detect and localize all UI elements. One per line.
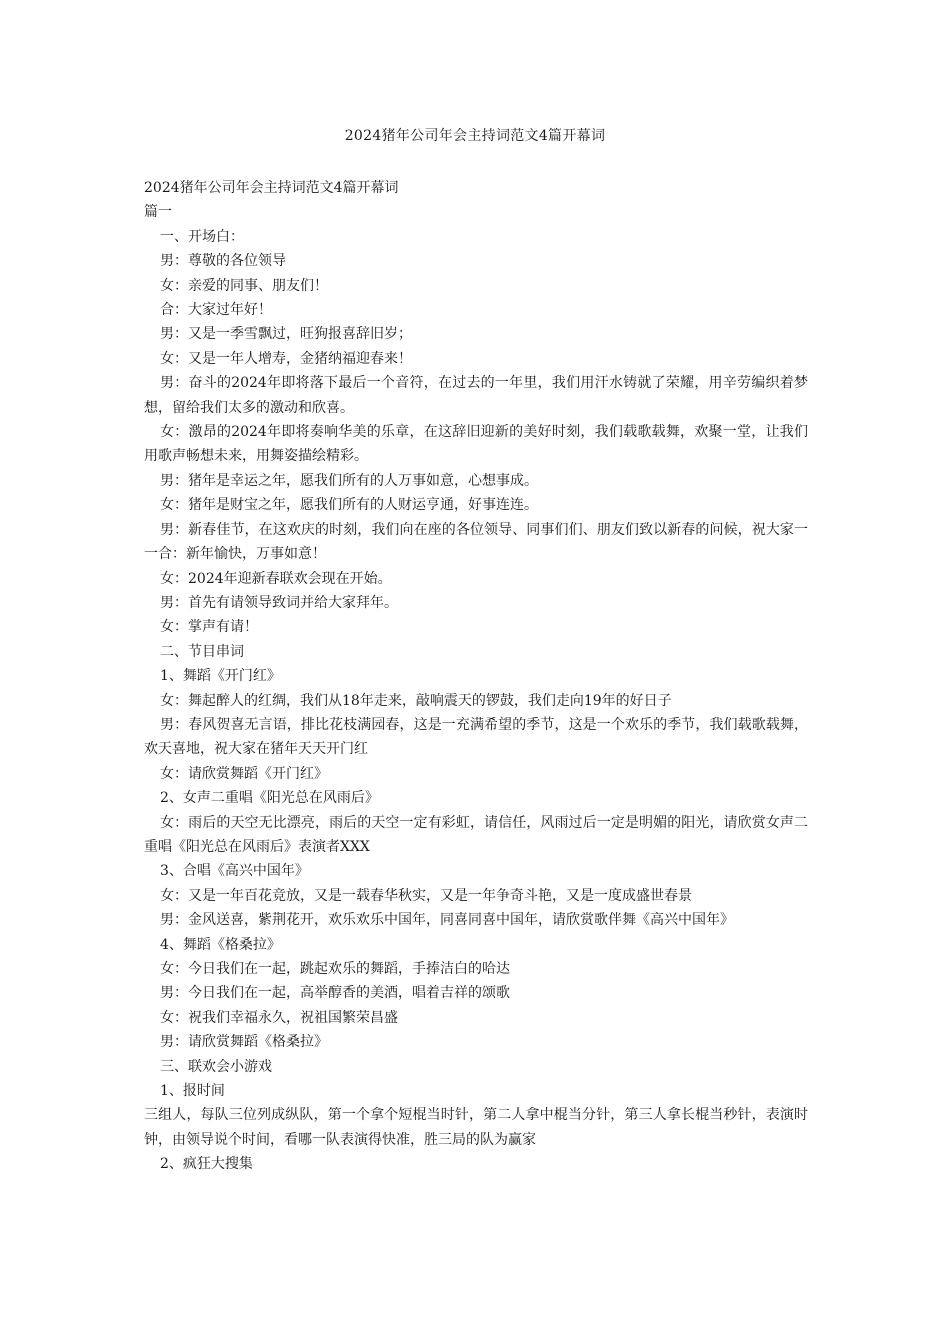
paragraph-line: 女：掌声有请！: [160, 619, 258, 636]
paragraph-line: 3、合唱《高兴中国年》: [160, 863, 309, 880]
paragraph-line: 4、舞蹈《格桑拉》: [160, 936, 281, 953]
paragraph-line: 女：又是一年人增寿，金猪纳福迎春来！: [160, 350, 412, 367]
document-body: [144, 176, 808, 1177]
paragraph-line: 女：雨后的天空无比漂亮，雨后的天空一定有彩虹，请信任，风雨过后一定是明媚的阳光，请欣赏女声二重唱《阳光总在风雨后》表演者XXX: [144, 814, 808, 855]
paragraph-line: 男：奋斗的2024年即将落下最后一个音符，在过去的一年里，我们用汗水铸就了荣耀，用辛劳编织着梦想，留给我们太多的激动和欣喜。: [144, 375, 808, 416]
paragraph-line: 女：舞起醉人的红绸，我们从18年走来，敲响震天的锣鼓，我们走向19年的好日子: [160, 692, 672, 709]
paragraph-line: 女：今日我们在一起，跳起欢乐的舞蹈，手捧洁白的哈达: [160, 961, 510, 977]
paragraph-line: 男：春风贺喜无言语，排比花枝满园春，这是一充满希望的季节，这是一个欢乐的季节，我们载歌载舞，欢天喜地，祝大家在猪年天天开门红: [144, 716, 808, 758]
paragraph-line: 合：大家过年好！: [160, 302, 272, 319]
paragraph-line: 1、舞蹈《开门红》: [160, 668, 281, 685]
paragraph-line: 2、疯狂大搜集: [160, 1156, 253, 1173]
paragraph-line: 男：今日我们在一起，高举醇香的美酒，唱着吉祥的颂歌: [160, 985, 510, 1002]
paragraph-line: 男：尊敬的各位领导: [160, 253, 286, 270]
paragraph-line: 女：祝我们幸福永久，祝祖国繁荣昌盛: [160, 1009, 398, 1026]
paragraph-line: 男：又是一季雪飘过，旺狗报喜辞旧岁；: [160, 326, 412, 343]
paragraph-line: 男：请欣赏舞蹈《格桑拉》: [160, 1034, 328, 1051]
paragraph-line: 女：请欣赏舞蹈《开门红》: [160, 765, 328, 782]
paragraph-line: 2024猪年公司年会主持词范文4篇开幕词: [144, 180, 399, 196]
paragraph-line: 女：猪年是财宝之年，愿我们所有的人财运亨通，好事连连。: [160, 497, 538, 514]
paragraph-line: 三、联欢会小游戏: [160, 1058, 272, 1075]
paragraph-line: 1、报时间: [160, 1083, 225, 1100]
paragraph-line: 女：激昂的2024年即将奏响华美的乐章，在这辞旧迎新的美好时刻，我们载歌载舞，欢聚一堂，让我们用歌声畅想未来，用舞姿描绘精彩。: [144, 424, 808, 465]
paragraph-line: 一、开场白：: [160, 228, 244, 245]
paragraph-line: 女：亲爱的同事、朋友们！: [160, 277, 328, 294]
paragraph-line: 女：又是一年百花竞放，又是一载春华秋实，又是一年争奇斗艳，又是一度成盛世春景: [160, 887, 692, 904]
paragraph-line: 篇一: [144, 204, 172, 221]
paragraph-line: 二、节目串词: [160, 643, 244, 660]
paragraph-line: 男：首先有请领导致词并给大家拜年。: [160, 594, 398, 611]
paragraph-line: 男：金风送喜，紫荆花开，欢乐欢乐中国年，同喜同喜中国年，请欣赏歌伴舞《高兴中国年》: [160, 912, 734, 929]
page-title: 2024猪年公司年会主持词范文4篇开幕词: [344, 128, 606, 144]
paragraph-line: 2、女声二重唱《阳光总在风雨后》: [160, 790, 379, 807]
paragraph-line: 女：2024年迎新春联欢会现在开始。: [160, 570, 392, 587]
paragraph-line: 三组人，每队三位列成纵队，第一个拿个短棍当时针，第二人拿中棍当分针，第三人拿长棍当秒针，表演时钟，由领导说个时间，看哪一队表演得快准，胜三局的队为赢家: [144, 1107, 808, 1148]
paragraph-line: 男：猪年是幸运之年，愿我们所有的人万事如意，心想事成。: [160, 472, 538, 489]
paragraph-line: 男：新春佳节，在这欢庆的时刻，我们向在座的各位领导、同事们们、朋友们致以新春的问候，祝大家一一合：新年愉快，万事如意！: [144, 521, 808, 563]
